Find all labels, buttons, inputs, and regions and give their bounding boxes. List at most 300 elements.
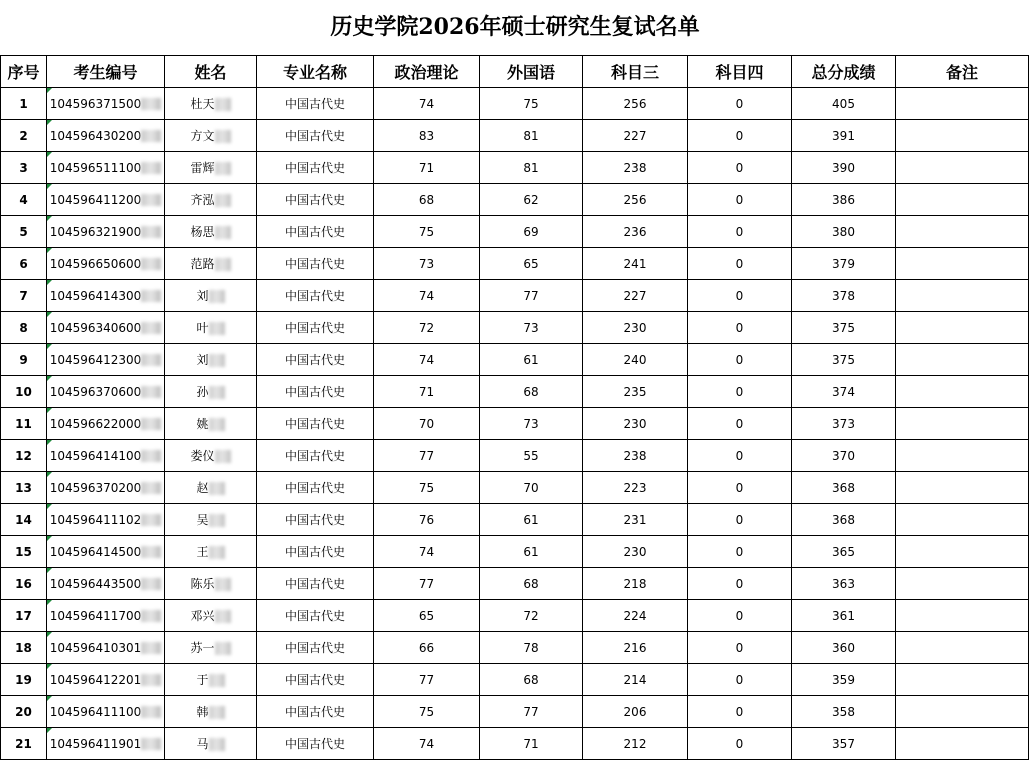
cell-candidate-id[interactable]	[47, 472, 165, 504]
name-text: 范路	[190, 257, 215, 271]
cell-index[interactable]: 9	[1, 344, 47, 376]
cell-foreign-language[interactable]: 78	[480, 632, 583, 664]
cell-index[interactable]: 12	[1, 440, 47, 472]
redaction-mark	[141, 226, 161, 238]
header-subject-3[interactable]: 科目三	[583, 56, 688, 88]
cell-index[interactable]: 8	[1, 312, 47, 344]
name-text: 陈乐	[190, 577, 215, 591]
cell-candidate-id[interactable]	[47, 184, 165, 216]
cell-politics[interactable]: 73	[374, 248, 480, 280]
candidate-id-text: 104596443500	[49, 576, 142, 591]
cell-total[interactable]: 375	[792, 312, 896, 344]
cell-subject-4[interactable]: 0	[688, 120, 792, 152]
cell-candidate-id[interactable]	[47, 440, 165, 472]
cell-total[interactable]: 375	[792, 344, 896, 376]
table-row	[1, 632, 1029, 664]
cell-foreign-language[interactable]: 81	[480, 120, 583, 152]
name-text: 雷辉	[190, 161, 215, 175]
cell-remark[interactable]	[896, 408, 1029, 440]
cell-politics[interactable]: 74	[374, 88, 480, 120]
candidate-id-text: 104596411700	[49, 608, 142, 623]
cell-major[interactable]: 中国古代史	[257, 280, 374, 312]
cell-politics[interactable]: 72	[374, 312, 480, 344]
name-text: 赵	[196, 481, 209, 495]
cell-major[interactable]: 中国古代史	[257, 568, 374, 600]
redaction-mark	[141, 322, 161, 334]
cell-subject-3[interactable]: 212	[583, 728, 688, 760]
cell-subject-4[interactable]: 0	[688, 728, 792, 760]
cell-total[interactable]: 391	[792, 120, 896, 152]
cell-candidate-id[interactable]	[47, 376, 165, 408]
redaction-mark	[141, 194, 161, 206]
cell-politics[interactable]: 74	[374, 280, 480, 312]
cell-major[interactable]: 中国古代史	[257, 728, 374, 760]
cell-subject-3[interactable]: 238	[583, 440, 688, 472]
cell-total[interactable]: 373	[792, 408, 896, 440]
cell-index[interactable]: 2	[1, 120, 47, 152]
cell-index[interactable]: 11	[1, 408, 47, 440]
cell-index[interactable]: 19	[1, 664, 47, 696]
redaction-mark	[141, 418, 161, 430]
name-text: 韩	[196, 705, 209, 719]
page-title: 历史学院2026年硕士研究生复试名单	[330, 14, 700, 40]
cell-name[interactable]	[165, 504, 257, 536]
cell-candidate-id[interactable]	[47, 664, 165, 696]
cell-major[interactable]: 中国古代史	[257, 440, 374, 472]
cell-total[interactable]: 379	[792, 248, 896, 280]
cell-total[interactable]: 370	[792, 440, 896, 472]
header-foreign-language[interactable]: 外国语	[480, 56, 583, 88]
cell-total[interactable]: 360	[792, 632, 896, 664]
candidate-id-text: 104596370200	[49, 480, 142, 495]
cell-comment-flag-icon	[47, 472, 52, 477]
cell-foreign-language[interactable]: 65	[480, 248, 583, 280]
redaction-mark	[215, 258, 231, 271]
cell-comment-flag-icon	[47, 152, 52, 157]
cell-total[interactable]: 368	[792, 504, 896, 536]
cell-politics[interactable]: 75	[374, 472, 480, 504]
cell-subject-3[interactable]: 256	[583, 88, 688, 120]
cell-major[interactable]: 中国古代史	[257, 536, 374, 568]
candidate-id-text: 104596370600	[49, 384, 142, 399]
candidate-id-text: 104596371500	[49, 96, 142, 111]
cell-subject-3[interactable]: 230	[583, 408, 688, 440]
cell-name[interactable]	[165, 312, 257, 344]
cell-candidate-id[interactable]	[47, 88, 165, 120]
table-row	[1, 120, 1029, 152]
cell-remark[interactable]	[896, 120, 1029, 152]
cell-politics[interactable]: 75	[374, 216, 480, 248]
cell-index[interactable]: 4	[1, 184, 47, 216]
cell-name[interactable]	[165, 88, 257, 120]
cell-comment-flag-icon	[47, 696, 52, 701]
redaction-mark	[215, 98, 231, 111]
cell-name[interactable]	[165, 632, 257, 664]
cell-subject-3[interactable]: 227	[583, 120, 688, 152]
name-text: 姚	[196, 417, 209, 431]
cell-name[interactable]	[165, 408, 257, 440]
cell-index[interactable]: 1	[1, 88, 47, 120]
cell-index[interactable]: 7	[1, 280, 47, 312]
cell-remark[interactable]	[896, 280, 1029, 312]
cell-major[interactable]: 中国古代史	[257, 632, 374, 664]
cell-subject-4[interactable]: 0	[688, 184, 792, 216]
redaction-mark	[215, 610, 231, 623]
cell-subject-4[interactable]: 0	[688, 216, 792, 248]
header-remark[interactable]: 备注	[896, 56, 1029, 88]
cell-subject-3[interactable]: 223	[583, 472, 688, 504]
cell-subject-4[interactable]: 0	[688, 664, 792, 696]
cell-candidate-id[interactable]	[47, 696, 165, 728]
cell-name[interactable]	[165, 536, 257, 568]
header-index[interactable]: 序号	[1, 56, 47, 88]
cell-name[interactable]	[165, 248, 257, 280]
cell-name[interactable]	[165, 472, 257, 504]
cell-name[interactable]	[165, 600, 257, 632]
cell-foreign-language[interactable]: 73	[480, 408, 583, 440]
header-major[interactable]: 专业名称	[257, 56, 374, 88]
table-row	[1, 664, 1029, 696]
name-text: 邓兴	[190, 609, 215, 623]
cell-major[interactable]: 中国古代史	[257, 376, 374, 408]
cell-major[interactable]: 中国古代史	[257, 216, 374, 248]
cell-comment-flag-icon	[47, 312, 52, 317]
cell-remark[interactable]	[896, 440, 1029, 472]
header-subject-4[interactable]: 科目四	[688, 56, 792, 88]
cell-total[interactable]: 361	[792, 600, 896, 632]
cell-index[interactable]: 5	[1, 216, 47, 248]
redaction-mark	[141, 258, 161, 270]
cell-remark[interactable]	[896, 248, 1029, 280]
table-body	[1, 88, 1029, 760]
cell-foreign-language[interactable]: 62	[480, 184, 583, 216]
cell-subject-3[interactable]: 238	[583, 152, 688, 184]
cell-foreign-language[interactable]: 77	[480, 280, 583, 312]
cell-total[interactable]: 374	[792, 376, 896, 408]
cell-remark[interactable]	[896, 216, 1029, 248]
name-text: 娄仪	[190, 449, 215, 463]
cell-major[interactable]: 中国古代史	[257, 408, 374, 440]
cell-politics[interactable]: 70	[374, 408, 480, 440]
cell-candidate-id[interactable]	[47, 408, 165, 440]
cell-subject-4[interactable]: 0	[688, 376, 792, 408]
redaction-mark	[141, 514, 161, 526]
table-row	[1, 728, 1029, 760]
cell-politics[interactable]: 74	[374, 536, 480, 568]
cell-subject-4[interactable]: 0	[688, 504, 792, 536]
table-row	[1, 568, 1029, 600]
redaction-mark	[209, 418, 225, 431]
redaction-mark	[141, 706, 161, 718]
table-row	[1, 504, 1029, 536]
cell-subject-3[interactable]: 224	[583, 600, 688, 632]
cell-total[interactable]: 359	[792, 664, 896, 696]
cell-remark[interactable]	[896, 504, 1029, 536]
cell-total[interactable]: 390	[792, 152, 896, 184]
redaction-mark	[141, 450, 161, 462]
cell-index[interactable]: 6	[1, 248, 47, 280]
cell-politics[interactable]: 77	[374, 568, 480, 600]
cell-index[interactable]: 3	[1, 152, 47, 184]
cell-candidate-id[interactable]	[47, 312, 165, 344]
cell-remark[interactable]	[896, 600, 1029, 632]
cell-subject-3[interactable]: 241	[583, 248, 688, 280]
cell-index[interactable]: 10	[1, 376, 47, 408]
header-candidate-id[interactable]: 考生编号	[47, 56, 165, 88]
cell-politics[interactable]: 74	[374, 344, 480, 376]
cell-name[interactable]	[165, 664, 257, 696]
cell-index[interactable]: 13	[1, 472, 47, 504]
cell-candidate-id[interactable]	[47, 216, 165, 248]
cell-index[interactable]: 18	[1, 632, 47, 664]
cell-remark[interactable]	[896, 88, 1029, 120]
cell-total[interactable]: 380	[792, 216, 896, 248]
cell-subject-4[interactable]: 0	[688, 568, 792, 600]
cell-comment-flag-icon	[47, 600, 52, 605]
cell-subject-4[interactable]: 0	[688, 600, 792, 632]
cell-candidate-id[interactable]	[47, 728, 165, 760]
cell-politics[interactable]: 71	[374, 376, 480, 408]
cell-politics[interactable]: 71	[374, 152, 480, 184]
cell-comment-flag-icon	[47, 632, 52, 637]
cell-subject-4[interactable]: 0	[688, 440, 792, 472]
cell-comment-flag-icon	[47, 376, 52, 381]
cell-subject-3[interactable]: 230	[583, 536, 688, 568]
cell-foreign-language[interactable]: 68	[480, 568, 583, 600]
name-text: 于	[196, 673, 209, 687]
name-text: 马	[196, 737, 209, 751]
cell-comment-flag-icon	[47, 440, 52, 445]
cell-candidate-id[interactable]	[47, 120, 165, 152]
cell-major[interactable]: 中国古代史	[257, 600, 374, 632]
cell-total[interactable]: 357	[792, 728, 896, 760]
header-name[interactable]: 姓名	[165, 56, 257, 88]
cell-politics[interactable]: 77	[374, 664, 480, 696]
cell-subject-4[interactable]: 0	[688, 152, 792, 184]
cell-candidate-id[interactable]	[47, 632, 165, 664]
cell-name[interactable]	[165, 728, 257, 760]
cell-name[interactable]	[165, 280, 257, 312]
cell-subject-3[interactable]: 214	[583, 664, 688, 696]
cell-total[interactable]: 358	[792, 696, 896, 728]
cell-foreign-language[interactable]: 69	[480, 216, 583, 248]
cell-major[interactable]: 中国古代史	[257, 312, 374, 344]
header-row	[1, 56, 1029, 88]
redaction-mark	[141, 162, 161, 174]
cell-subject-4[interactable]: 0	[688, 248, 792, 280]
cell-foreign-language[interactable]: 70	[480, 472, 583, 504]
cell-name[interactable]	[165, 184, 257, 216]
cell-candidate-id[interactable]	[47, 280, 165, 312]
cell-name[interactable]	[165, 344, 257, 376]
name-text: 吴	[196, 513, 209, 527]
table-row	[1, 408, 1029, 440]
cell-remark[interactable]	[896, 728, 1029, 760]
cell-index[interactable]: 15	[1, 536, 47, 568]
cell-remark[interactable]	[896, 632, 1029, 664]
cell-major[interactable]: 中国古代史	[257, 248, 374, 280]
candidate-id-text: 104596430200	[49, 128, 142, 143]
redaction-mark	[141, 578, 161, 590]
cell-remark[interactable]	[896, 344, 1029, 376]
cell-foreign-language[interactable]: 61	[480, 504, 583, 536]
cell-remark[interactable]	[896, 184, 1029, 216]
cell-candidate-id[interactable]	[47, 248, 165, 280]
cell-politics[interactable]: 65	[374, 600, 480, 632]
cell-subject-3[interactable]: 231	[583, 504, 688, 536]
cell-major[interactable]: 中国古代史	[257, 472, 374, 504]
cell-remark[interactable]	[896, 152, 1029, 184]
candidate-id-text: 104596414300	[49, 288, 142, 303]
header-politics[interactable]: 政治理论	[374, 56, 480, 88]
cell-politics[interactable]: 68	[374, 184, 480, 216]
name-text: 杜天	[190, 97, 215, 111]
cell-total[interactable]: 378	[792, 280, 896, 312]
cell-subject-3[interactable]: 230	[583, 312, 688, 344]
cell-index[interactable]: 21	[1, 728, 47, 760]
cell-foreign-language[interactable]: 73	[480, 312, 583, 344]
cell-remark[interactable]	[896, 568, 1029, 600]
cell-subject-3[interactable]: 216	[583, 632, 688, 664]
cell-politics[interactable]: 66	[374, 632, 480, 664]
candidate-id-text: 104596411102	[49, 512, 142, 527]
redaction-mark	[209, 514, 225, 527]
cell-name[interactable]	[165, 120, 257, 152]
candidate-id-text: 104596411100	[49, 704, 142, 719]
name-text: 王	[196, 545, 209, 559]
redaction-mark	[215, 194, 231, 207]
cell-remark[interactable]	[896, 664, 1029, 696]
redaction-mark	[141, 130, 161, 142]
redaction-mark	[215, 226, 231, 239]
cell-politics[interactable]: 76	[374, 504, 480, 536]
cell-foreign-language[interactable]: 68	[480, 664, 583, 696]
cell-subject-4[interactable]: 0	[688, 632, 792, 664]
cell-name[interactable]	[165, 376, 257, 408]
candidate-id-text: 104596410301	[49, 640, 142, 655]
cell-subject-4[interactable]: 0	[688, 280, 792, 312]
cell-candidate-id[interactable]	[47, 600, 165, 632]
cell-foreign-language[interactable]: 81	[480, 152, 583, 184]
cell-comment-flag-icon	[47, 88, 52, 93]
cell-remark[interactable]	[896, 696, 1029, 728]
cell-subject-4[interactable]: 0	[688, 344, 792, 376]
cell-remark[interactable]	[896, 376, 1029, 408]
cell-candidate-id[interactable]	[47, 344, 165, 376]
cell-major[interactable]: 中国古代史	[257, 504, 374, 536]
cell-name[interactable]	[165, 216, 257, 248]
cell-major[interactable]: 中国古代史	[257, 184, 374, 216]
cell-subject-4[interactable]: 0	[688, 472, 792, 504]
cell-total[interactable]: 386	[792, 184, 896, 216]
cell-foreign-language[interactable]: 61	[480, 536, 583, 568]
cell-comment-flag-icon	[47, 568, 52, 573]
cell-foreign-language[interactable]: 72	[480, 600, 583, 632]
cell-total[interactable]: 368	[792, 472, 896, 504]
cell-total[interactable]: 365	[792, 536, 896, 568]
table-row	[1, 216, 1029, 248]
cell-foreign-language[interactable]: 71	[480, 728, 583, 760]
cell-politics[interactable]: 83	[374, 120, 480, 152]
cell-major[interactable]: 中国古代史	[257, 120, 374, 152]
cell-index[interactable]: 20	[1, 696, 47, 728]
cell-candidate-id[interactable]	[47, 504, 165, 536]
redaction-mark	[215, 578, 231, 591]
redaction-mark	[141, 290, 161, 302]
name-text: 刘	[196, 353, 209, 367]
cell-name[interactable]	[165, 568, 257, 600]
candidate-id-text: 104596412201	[49, 672, 142, 687]
cell-foreign-language[interactable]: 55	[480, 440, 583, 472]
cell-comment-flag-icon	[47, 216, 52, 221]
cell-name[interactable]	[165, 696, 257, 728]
cell-remark[interactable]	[896, 312, 1029, 344]
cell-foreign-language[interactable]: 61	[480, 344, 583, 376]
cell-candidate-id[interactable]	[47, 536, 165, 568]
cell-subject-3[interactable]: 240	[583, 344, 688, 376]
name-text: 杨思	[190, 225, 215, 239]
cell-subject-3[interactable]: 218	[583, 568, 688, 600]
cell-subject-4[interactable]: 0	[688, 536, 792, 568]
cell-politics[interactable]: 75	[374, 696, 480, 728]
redaction-mark	[141, 482, 161, 494]
cell-subject-3[interactable]: 236	[583, 216, 688, 248]
candidate-id-text: 104596340600	[49, 320, 142, 335]
cell-major[interactable]: 中国古代史	[257, 88, 374, 120]
cell-candidate-id[interactable]	[47, 568, 165, 600]
redaction-mark	[215, 642, 231, 655]
cell-foreign-language[interactable]: 75	[480, 88, 583, 120]
cell-major[interactable]: 中国古代史	[257, 664, 374, 696]
cell-subject-4[interactable]: 0	[688, 696, 792, 728]
cell-subject-3[interactable]: 235	[583, 376, 688, 408]
cell-major[interactable]: 中国古代史	[257, 696, 374, 728]
cell-index[interactable]: 16	[1, 568, 47, 600]
cell-subject-4[interactable]: 0	[688, 408, 792, 440]
cell-name[interactable]	[165, 152, 257, 184]
cell-total[interactable]: 405	[792, 88, 896, 120]
cell-subject-3[interactable]: 256	[583, 184, 688, 216]
cell-candidate-id[interactable]	[47, 152, 165, 184]
cell-politics[interactable]: 74	[374, 728, 480, 760]
candidate-id-text: 104596414500	[49, 544, 142, 559]
cell-politics[interactable]: 77	[374, 440, 480, 472]
cell-subject-3[interactable]: 206	[583, 696, 688, 728]
cell-comment-flag-icon	[47, 248, 52, 253]
cell-foreign-language[interactable]: 68	[480, 376, 583, 408]
header-total[interactable]: 总分成绩	[792, 56, 896, 88]
cell-major[interactable]: 中国古代史	[257, 344, 374, 376]
cell-name[interactable]	[165, 440, 257, 472]
cell-total[interactable]: 363	[792, 568, 896, 600]
cell-subject-4[interactable]: 0	[688, 312, 792, 344]
cell-subject-4[interactable]: 0	[688, 88, 792, 120]
cell-subject-3[interactable]: 227	[583, 280, 688, 312]
cell-foreign-language[interactable]: 77	[480, 696, 583, 728]
cell-remark[interactable]	[896, 472, 1029, 504]
redaction-mark	[215, 450, 231, 463]
redaction-mark	[141, 642, 161, 654]
candidate-id-text: 104596411200	[49, 192, 142, 207]
redaction-mark	[141, 546, 161, 558]
redaction-mark	[209, 482, 225, 495]
table-row	[1, 376, 1029, 408]
cell-major[interactable]: 中国古代史	[257, 152, 374, 184]
cell-index[interactable]: 17	[1, 600, 47, 632]
cell-remark[interactable]	[896, 536, 1029, 568]
cell-index[interactable]: 14	[1, 504, 47, 536]
table-row	[1, 152, 1029, 184]
